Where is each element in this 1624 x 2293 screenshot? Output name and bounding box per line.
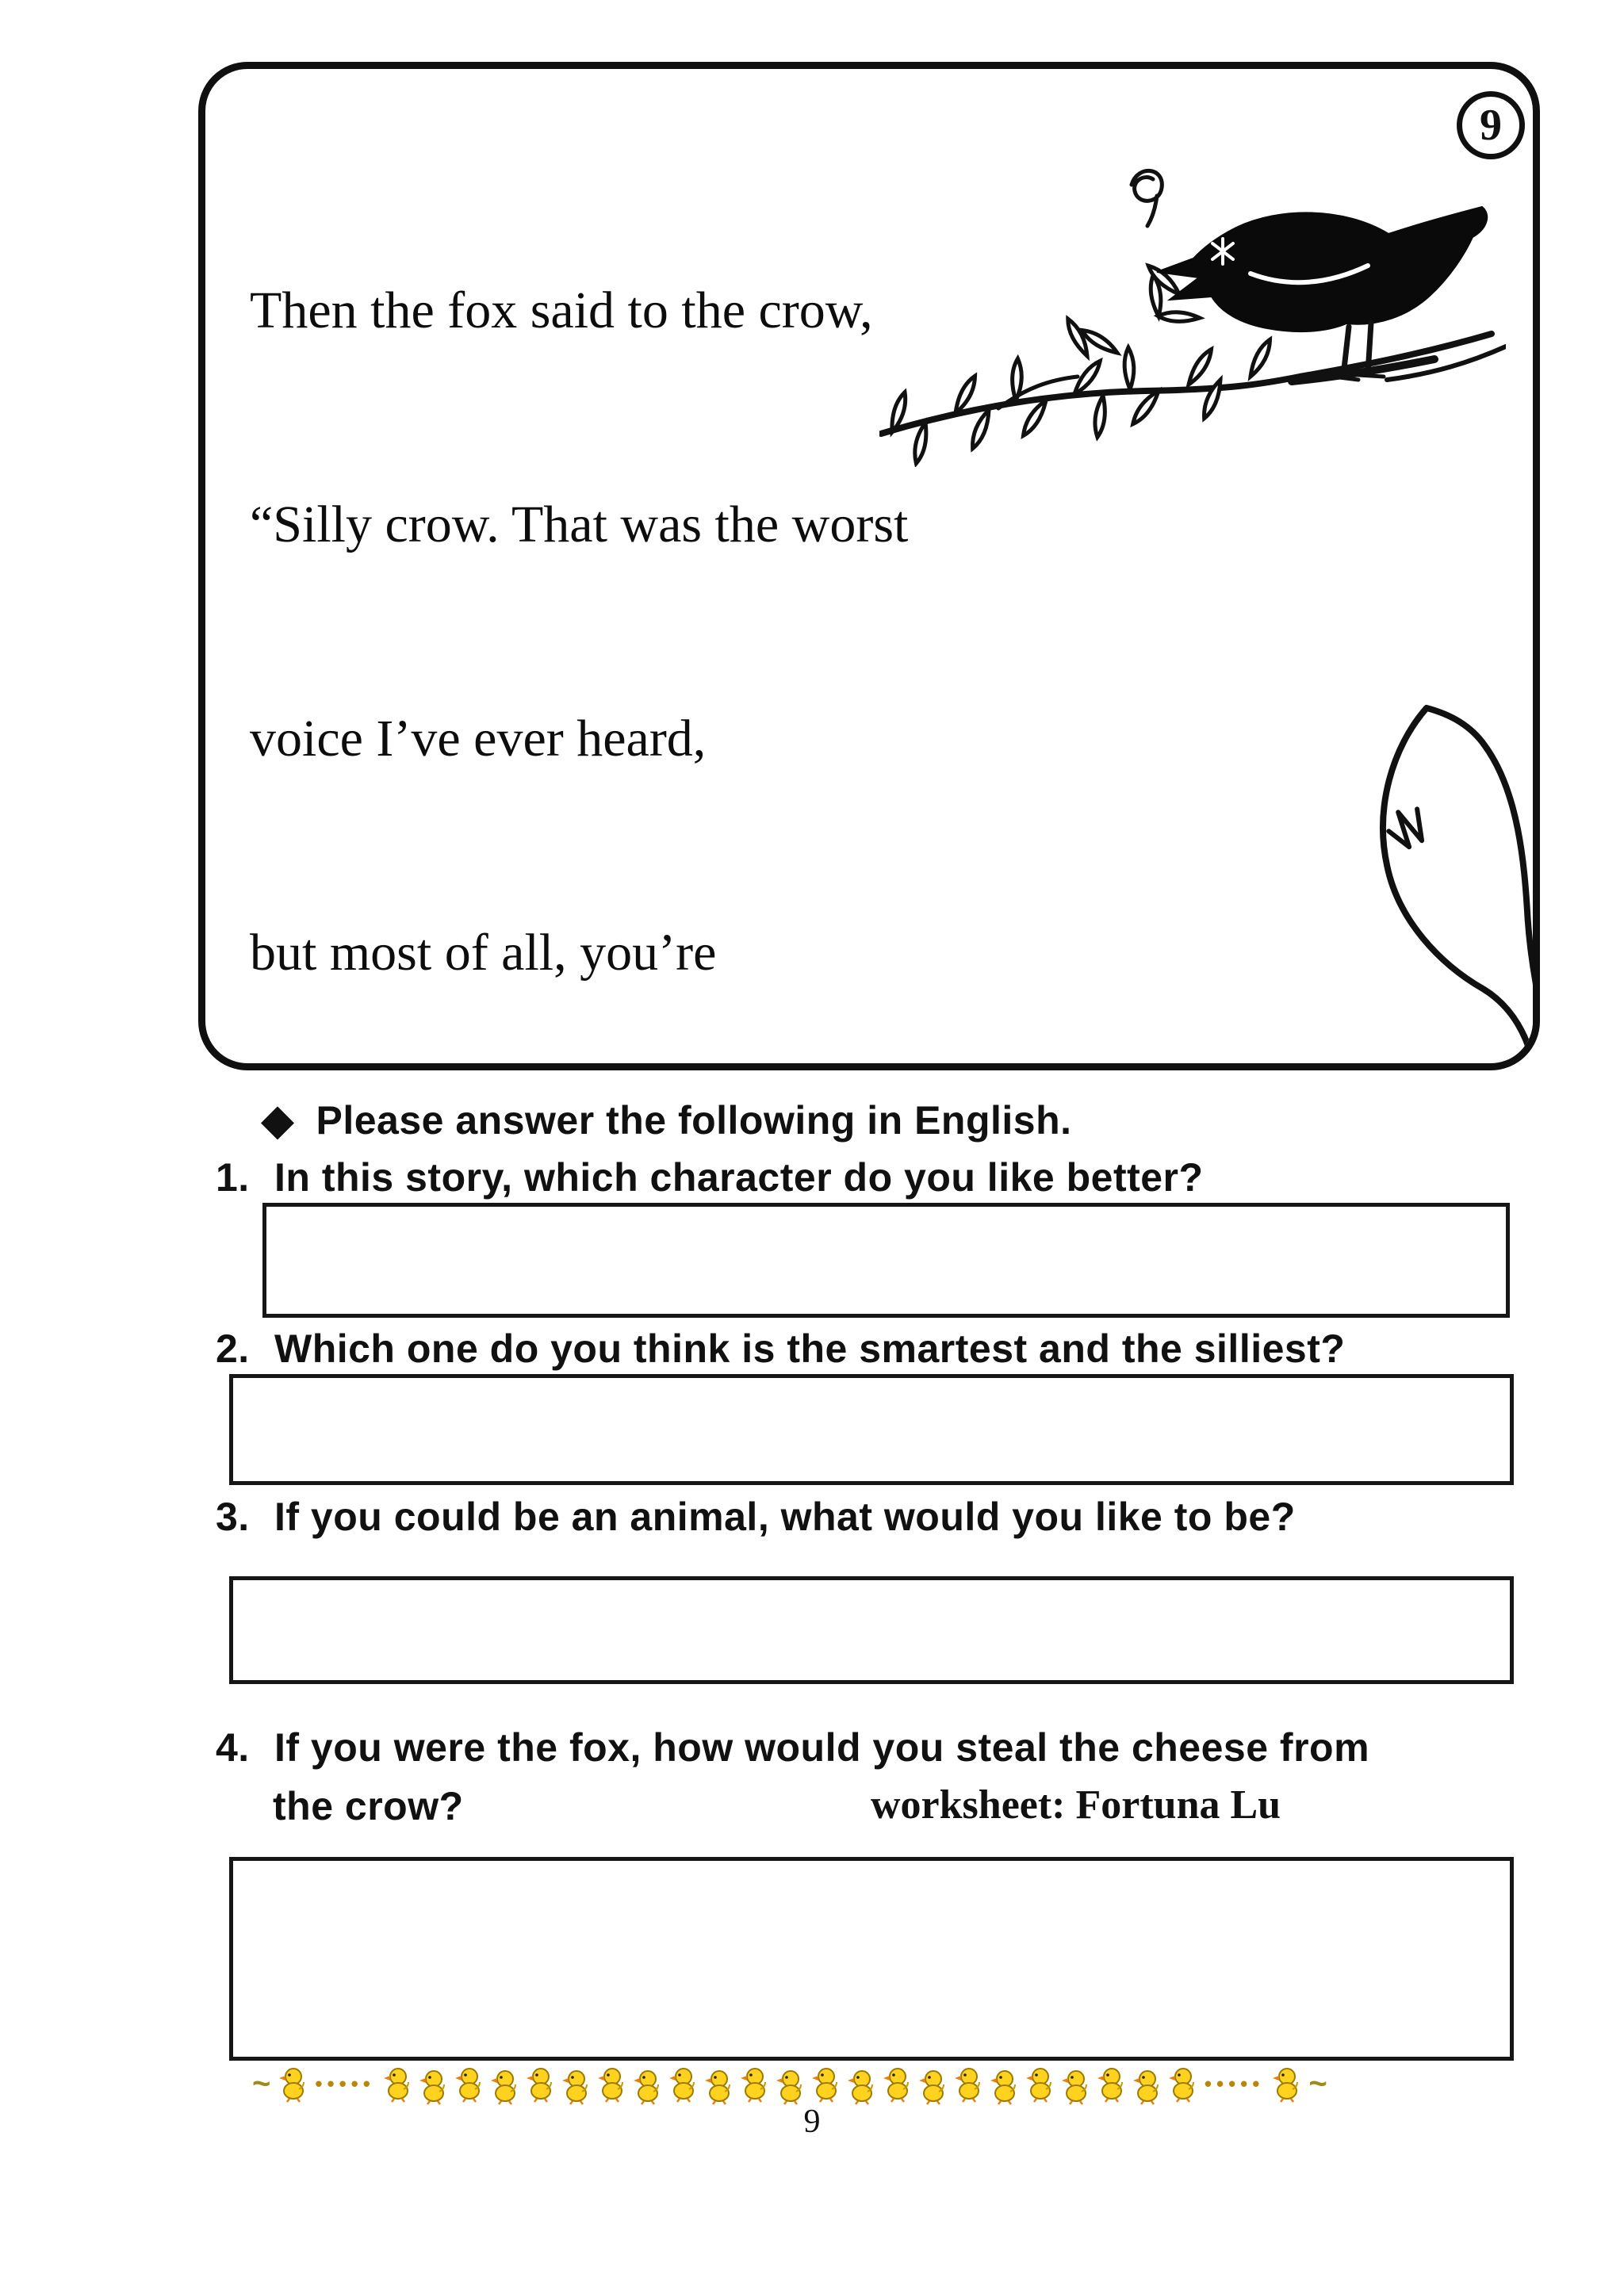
story-line: but most of all, you’re	[250, 924, 717, 982]
chick-icon	[452, 2065, 485, 2103]
chick-icon	[1166, 2065, 1199, 2103]
chick-icon	[845, 2067, 878, 2105]
question-text: In this story, which character do you like better?	[274, 1155, 1204, 1200]
question-4-continued	[273, 1783, 1515, 1829]
chick-icon	[416, 2067, 450, 2105]
answer-box-3[interactable]	[229, 1576, 1514, 1684]
instruction-text: Please answer the following in English.	[316, 1098, 1072, 1143]
chick-icon	[666, 2065, 699, 2103]
diamond-bullet-icon: ◆	[262, 1097, 294, 1143]
chick-icon	[1059, 2067, 1092, 2105]
chick-icon	[276, 2065, 309, 2103]
chick-icon	[381, 2065, 414, 2103]
question-text-continued: the crow?	[273, 1784, 464, 1828]
chick-icon	[559, 2067, 592, 2105]
chick-strip-main	[381, 2065, 1199, 2103]
chick-icon	[630, 2067, 664, 2105]
question-text: If you could be an animal, what would you like to be?	[274, 1495, 1296, 1539]
chick-strip-left	[276, 2065, 309, 2103]
question-text: Which one do you think is the smartest and the silliest?	[274, 1326, 1346, 1371]
question-number: 4.	[216, 1725, 250, 1770]
worksheet-credit: worksheet: Fortuna Lu	[871, 1782, 1281, 1828]
story-line: Then the fox said to the crow,	[250, 281, 873, 339]
story-box	[198, 62, 1540, 1070]
page-badge: 9	[1457, 91, 1525, 159]
chick-icon	[773, 2067, 806, 2105]
chick-icon	[595, 2065, 628, 2103]
chick-icon	[916, 2067, 949, 2105]
chick-icon	[952, 2065, 985, 2103]
chick-icon	[737, 2065, 771, 2103]
question-4	[216, 1725, 1369, 1770]
question-number: 3.	[216, 1495, 250, 1539]
chick-icon	[488, 2067, 521, 2105]
story-line: voice I’ve ever heard,	[250, 710, 707, 768]
spiral-squiggle	[1132, 170, 1162, 226]
squiggle-decoration: ~	[252, 2066, 271, 2101]
chick-strip-right	[1270, 2065, 1303, 2103]
question-text: If you were the fox, how would you steal the cheese from	[274, 1725, 1370, 1770]
chick-icon	[987, 2067, 1021, 2105]
dots-decoration: •••••	[1204, 2071, 1265, 2096]
answer-box-1[interactable]	[262, 1203, 1510, 1318]
chick-icon	[880, 2065, 914, 2103]
chick-icon	[1130, 2067, 1163, 2105]
chick-icon	[702, 2067, 735, 2105]
dots-decoration: •••••	[315, 2071, 375, 2096]
chick-border	[252, 2065, 1327, 2103]
footer-page-number: 9	[803, 2104, 821, 2140]
crow-illustration	[879, 118, 1506, 467]
chick-icon	[1270, 2065, 1303, 2103]
answer-box-4[interactable]	[229, 1857, 1514, 2061]
chick-icon	[1094, 2065, 1128, 2103]
chick-icon	[523, 2065, 557, 2103]
instruction-heading	[262, 1097, 1072, 1143]
question-2	[216, 1326, 1345, 1372]
story-line: “Silly crow. That was the worst	[250, 496, 909, 553]
question-number: 2.	[216, 1326, 250, 1371]
squiggle-decoration: ~	[1308, 2066, 1327, 2101]
question-3	[216, 1494, 1296, 1540]
chick-icon	[809, 2065, 842, 2103]
answer-box-2[interactable]	[229, 1374, 1514, 1485]
fox-tail-illustration	[1316, 697, 1540, 1070]
question-number: 1.	[216, 1155, 250, 1200]
chick-icon	[1023, 2065, 1056, 2103]
question-1	[216, 1154, 1204, 1200]
